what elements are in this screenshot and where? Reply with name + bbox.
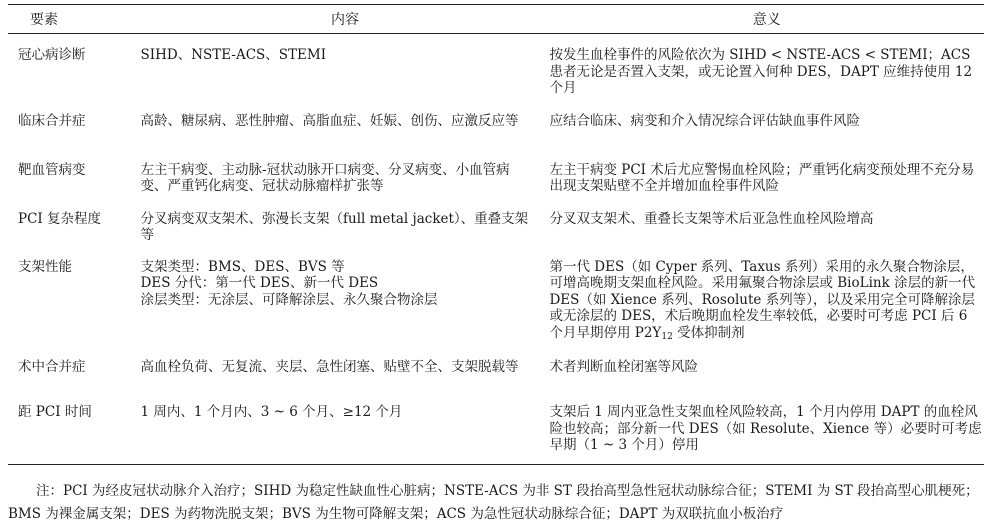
- meaning-cell: 左主干病变 PCI 术后尤应警惕血栓风险；严重钙化病变预处理不充分易出现支架贴壁不全并增加血栓事件风险: [549, 161, 975, 194]
- meaning-cell: [549, 245, 984, 346]
- factor-cell: 术中合并症: [18, 359, 86, 375]
- table-row: [8, 345, 984, 394]
- meaning-cell: 分叉双支架术、重叠长支架等术后亚急性血栓风险增高: [549, 210, 874, 227]
- table-row: [8, 394, 984, 464]
- content-cell: 1 周内、1 个月内、3 ~ 6 个月、≥12 个月: [141, 394, 550, 464]
- factor-cell: 冠心病诊断: [18, 47, 86, 63]
- header-factor: 要素: [8, 5, 141, 34]
- table-row: [8, 34, 984, 99]
- content-line: 涂层类型：无涂层、可降解涂层、永久聚合物涂层: [140, 291, 438, 308]
- factor-cell: 临床合并症: [18, 112, 86, 129]
- meaning-text: 受体抑制剂: [672, 324, 745, 341]
- meaning-cell: 支架后 1 周内亚急性支架血栓风险较高，1 个月内停用 DAPT 的血栓风险也较高；部分新一代 DES（如 Resolute、Xience 等）必要时可考虑早期（1 ~ 3 个月）停用: [549, 394, 984, 464]
- content-cell: 左主干病变、主动脉-冠状动脉开口病变、分叉病变、小血管病变、严重钙化病变、冠状动脉瘤样扩张等: [140, 161, 510, 194]
- factor-cell: PCI 复杂程度: [18, 210, 102, 227]
- table-row: [8, 197, 984, 245]
- table-row: [8, 148, 984, 197]
- risk-factor-table: [8, 4, 984, 465]
- meaning-cell: 按发生血栓事件的风险依次为 SIHD < NSTE-ACS < STEMI；ACS 患者无论是否置入支架，或无论置入何种 DES，DAPT 应维持使用 12 个月: [549, 47, 973, 96]
- header-content: 内容: [141, 5, 550, 34]
- table-header-row: [8, 5, 984, 34]
- table-row: [8, 99, 984, 148]
- header-meaning: 意义: [549, 5, 984, 34]
- factor-cell: 靶血管病变: [18, 161, 86, 178]
- content-cell: 分叉病变双支架术、弥漫长支架（full metal jacket）、重叠支架等: [140, 210, 529, 243]
- content-cell: 高龄、糖尿病、恶性肿瘤、高脂血症、妊娠、创伤、应激反应等: [140, 112, 519, 129]
- content-cell: SIHD、NSTE-ACS、STEMI: [140, 47, 327, 63]
- meaning-cell: 应结合临床、病变和介入情况综合评估缺血事件风险: [549, 112, 860, 129]
- table-footnote: 注：PCI 为经皮冠状动脉介入治疗；SIHD 为稳定性缺血性心脏病；NSTE-ACS 为非 ST 段抬高型急性冠状动脉综合征；STEMI 为 ST 段抬高型心肌梗死；BMS 为裸金属支架；DES 为药物洗脱支架；BVS 为生物可降解支架；ACS 为急性冠状动脉综合征；DAPT 为双联抗血小板治疗: [8, 483, 979, 522]
- content-cell: 高血栓负荷、无复流、夹层、急性闭塞、贴壁不全、支架脱载等: [140, 359, 519, 375]
- content-line: DES 分代：第一代 DES、新一代 DES: [140, 275, 379, 291]
- meaning-cell: 术者判断血栓闭塞等风险: [549, 359, 698, 375]
- content-cell: [141, 245, 550, 346]
- meaning-text: 第一代 DES（如 Cyper 系列、Taxus 系列）采用的永久聚合物涂层，可增高晚期支架血栓风险。采用氟聚合物涂层或 BioLink 涂层的新一代 DES（如 Xience 系列、Rosolute 系列等），以及采用完全可降解涂层或无涂层的 DES，术后晚期血栓发生率较低，必要时可考虑 PCI 后 6 个月早期停用 P2Y: [549, 258, 976, 341]
- content-line: 支架类型：BMS、DES、BVS 等: [140, 258, 345, 275]
- factor-cell: 支架性能: [18, 258, 72, 275]
- subscript: 12: [661, 331, 673, 342]
- table-row: [8, 245, 984, 346]
- factor-cell: 距 PCI 时间: [8, 394, 141, 464]
